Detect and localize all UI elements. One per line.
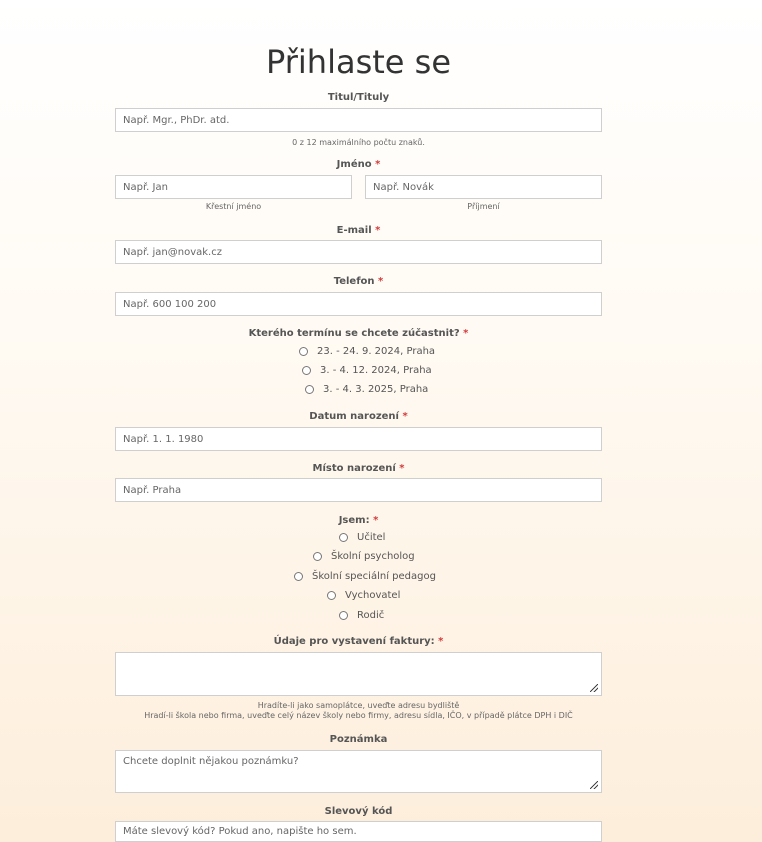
titles-counter: 0 z 12 maximálního počtu znaků. [292,138,425,147]
role-option-label: Školní speciální pedagog [312,571,436,582]
titles-label-text: Titul/Tituly [327,92,390,103]
birth-place-label-text: Místo narození [312,463,396,474]
birth-date-input[interactable] [115,427,602,451]
required-mark: * [375,225,381,236]
note-label [115,734,602,745]
role-option-rodic[interactable] [339,610,384,621]
phone-label [115,276,602,287]
email-input[interactable] [115,240,602,264]
birth-date-label-text: Datum narození [309,411,399,422]
first-name-help: Křestní jméno [205,202,262,211]
required-mark: * [402,411,408,422]
resize-grip-icon[interactable] [590,684,598,692]
invoice-label [115,636,602,647]
term-label [115,328,602,339]
term-option-1[interactable] [299,346,435,357]
required-mark: * [375,159,381,170]
role-option-label: Školní psycholog [331,551,415,562]
term-option-label: 3. - 4. 3. 2025, Praha [323,384,429,395]
name-label [115,159,602,170]
term-label-text: Kterého termínu se chcete zúčastnit? [248,328,460,339]
invoice-help-2: Hradí-li škola nebo firma, uveďte celý název školy nebo firmy, adresu sídla, IČO, v případě plátce DPH i DIČ [144,711,573,720]
radio-circle[interactable] [339,533,348,542]
role-option-label: Rodič [357,610,385,621]
birth-date-label [115,411,602,422]
radio-circle[interactable] [294,572,303,581]
required-mark: * [463,328,469,339]
role-option-skolni-psycholog[interactable] [313,551,415,562]
last-name-help: Příjmení [467,202,500,211]
page-title: Přihlaste se [266,43,451,82]
role-label-text: Jsem: [338,515,370,526]
term-option-2[interactable] [302,365,432,376]
invoice-label-text: Údaje pro vystavení faktury: [273,636,435,647]
birth-place-input[interactable] [115,478,602,502]
resize-grip-icon[interactable] [590,781,598,789]
note-label-text: Poznámka [329,734,388,745]
radio-circle[interactable] [305,385,314,394]
term-option-3[interactable] [305,384,428,395]
last-name-input[interactable] [365,175,602,199]
role-label [115,515,602,526]
name-label-text: Jméno [336,159,372,170]
required-mark: * [438,636,444,647]
required-mark: * [373,515,379,526]
phone-input[interactable] [115,292,602,316]
birth-place-label [115,463,602,474]
titles-label [115,92,602,103]
required-mark: * [399,463,405,474]
role-option-vychovatel[interactable] [327,590,400,601]
discount-label-text: Slevový kód [324,806,393,817]
discount-input[interactable] [115,821,602,842]
role-option-label: Vychovatel [345,590,401,601]
radio-circle[interactable] [327,591,336,600]
term-option-label: 23. - 24. 9. 2024, Praha [317,346,436,357]
role-option-specialni-pedagog[interactable] [294,571,436,582]
role-option-ucitel[interactable] [339,532,385,543]
invoice-textarea[interactable] [115,652,602,696]
radio-circle[interactable] [339,611,348,620]
discount-label [115,806,602,817]
term-option-label: 3. - 4. 12. 2024, Praha [320,365,432,376]
invoice-help-1: Hradíte-li jako samoplátce, uveďte adresu bydliště [257,701,460,710]
note-textarea[interactable] [115,750,602,793]
email-label [115,225,602,236]
role-option-label: Učitel [357,532,386,543]
phone-label-text: Telefon [333,276,375,287]
first-name-input[interactable] [115,175,352,199]
email-label-text: E-mail [336,225,372,236]
radio-circle[interactable] [302,366,311,375]
radio-circle[interactable] [299,347,308,356]
titles-input[interactable] [115,108,602,132]
required-mark: * [378,276,384,287]
radio-circle[interactable] [313,552,322,561]
